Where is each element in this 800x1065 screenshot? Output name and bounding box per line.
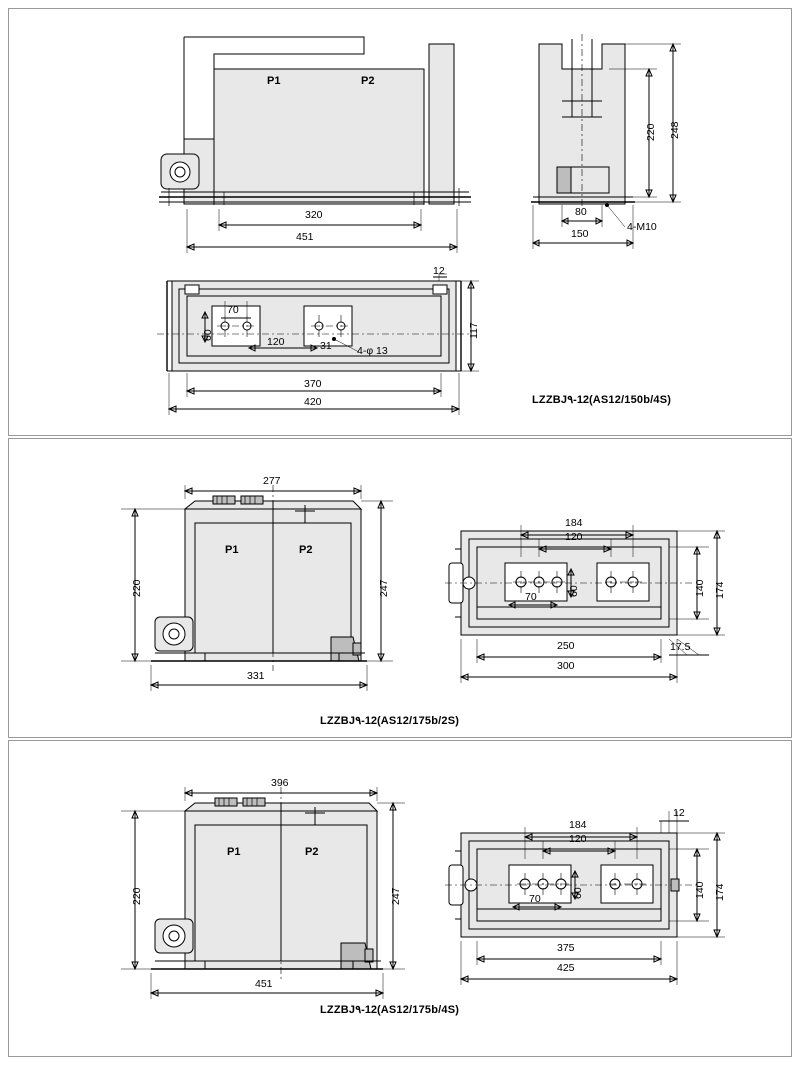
dim-396: 396	[271, 777, 289, 789]
terminal-label-p1: P1	[267, 75, 281, 87]
dim-220: 220	[131, 887, 143, 905]
terminal-label-p2: P2	[361, 75, 375, 87]
dim-331: 331	[247, 670, 265, 682]
dim-140: 140	[694, 579, 706, 597]
terminal-label-p1: P1	[225, 544, 239, 556]
terminal-label-p1: P1	[227, 846, 241, 858]
note-4-phi-13: 4-φ 13	[357, 345, 388, 357]
panel-as12-175b-2s	[8, 438, 792, 738]
dim-220: 220	[645, 123, 657, 141]
dim-184: 184	[569, 819, 587, 831]
dim-31: 31	[320, 340, 332, 352]
dim-425: 425	[557, 962, 575, 974]
dim-247: 247	[390, 887, 402, 905]
dim-300: 300	[557, 660, 575, 672]
dim-220: 220	[131, 579, 143, 597]
dim-70: 70	[525, 591, 537, 603]
dim-120: 120	[267, 336, 285, 348]
panel-1-caption: LZZBJ٩-12(AS12/150b/4S)	[532, 394, 671, 406]
panel-2-caption: LZZBJ٩-12(AS12/175b/2S)	[320, 715, 459, 727]
dim-17-5: 17.5	[670, 641, 691, 653]
panel-3-caption: LZZBJ٩-12(AS12/175b/4S)	[320, 1004, 459, 1016]
dim-248: 248	[669, 121, 681, 139]
dim-247: 247	[378, 579, 390, 597]
dim-184: 184	[565, 517, 583, 529]
dim-12: 12	[433, 265, 445, 277]
panel-2-drawing	[9, 439, 793, 739]
dim-140: 140	[694, 881, 706, 899]
panel-1-drawing	[9, 9, 793, 437]
dim-120: 120	[569, 833, 587, 845]
panel-as12-150b-4s	[8, 8, 792, 436]
dim-120: 120	[565, 531, 583, 543]
dim-277: 277	[263, 475, 281, 487]
dim-370: 370	[304, 378, 322, 390]
dim-420: 420	[304, 396, 322, 408]
dim-70: 70	[227, 304, 239, 316]
note-4-m10: 4-M10	[627, 221, 657, 233]
dim-60: 60	[568, 585, 580, 597]
dim-80: 80	[575, 206, 587, 218]
dim-12: 12	[673, 807, 685, 819]
dim-375: 375	[557, 942, 575, 954]
dim-174: 174	[714, 581, 726, 599]
dim-117: 117	[468, 322, 480, 339]
dim-451: 451	[255, 978, 273, 990]
dim-70: 70	[529, 893, 541, 905]
dim-174: 174	[714, 883, 726, 901]
dim-320: 320	[305, 209, 323, 221]
dim-60: 60	[202, 329, 214, 341]
panel-as12-175b-4s	[8, 740, 792, 1057]
dim-250: 250	[557, 640, 575, 652]
dim-60: 60	[572, 887, 584, 899]
terminal-label-p2: P2	[305, 846, 319, 858]
terminal-label-p2: P2	[299, 544, 313, 556]
dim-150: 150	[571, 228, 589, 240]
dim-451: 451	[296, 231, 314, 243]
